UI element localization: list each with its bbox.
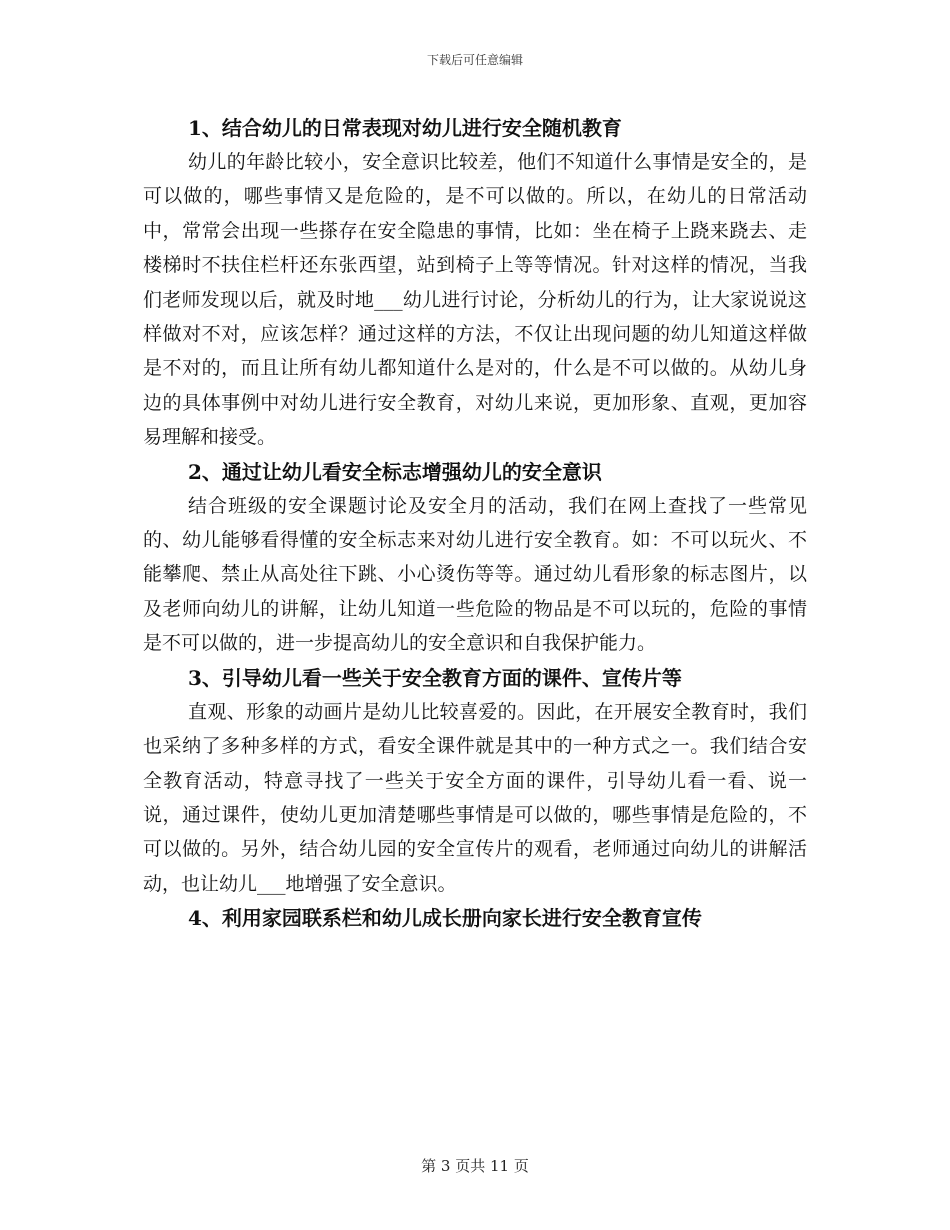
page-header: 下载后可任意编辑 xyxy=(426,53,523,67)
section-heading-3: 3、引导幼儿看一些关于安全教育方面的课件、宣传片等 xyxy=(188,665,682,690)
page-footer: 第 3 页共 11 页 xyxy=(421,1157,529,1175)
document-body xyxy=(143,111,807,935)
section-heading-4: 4、利用家园联系栏和幼儿成长册向家长进行安全教育宣传 xyxy=(188,906,702,931)
section-paragraph-2: 结合班级的安全课题讨论及安全月的活动，我们在网上查找了一些常见的、幼儿能够看得懂的安全标志来对幼儿进行安全教育。如：不可以玩火、不能攀爬、禁止从高处往下跳、小心烫伤等等。通过幼儿看形象的标志图片，以及老师向幼儿的讲解，让幼儿知道一些危险的物品是不可以玩的，危险的事情是不可以做的，进一步提高幼儿的安全意识和自我保护能力。 xyxy=(143,494,807,655)
section-paragraph-3: 直观、形象的动画片是幼儿比较喜爱的。因此，在开展安全教育时，我们也采纳了多种多样的方式，看安全课件就是其中的一种方式之一。我们结合安全教育活动，特意寻找了一些关于安全方面的课件，引导幼儿看一看、说一说，通过课件，使幼儿更加清楚哪些事情是可以做的，哪些事情是危险的，不可以做的。另外，结合幼儿园的安全宣传片的观看，老师通过向幼儿的讲解活动，也让幼儿___地增强了安全意识。 xyxy=(143,700,807,895)
section-paragraph-1: 幼儿的年龄比较小，安全意识比较差，他们不知道什么事情是安全的，是可以做的，哪些事情又是危险的，是不可以做的。所以，在幼儿的日常活动中，常常会出现一些搽存在安全隐患的事情，比如：坐在椅子上跷来跷去、走楼梯时不扶住栏杆还东张西望，站到椅子上等等情况。针对这样的情况，当我们老师发现以后，就及时地___幼儿进行讨论，分析幼儿的行为，让大家说说这样做对不对，应该怎样？通过这样的方法，不仅让出现问题的幼儿知道这样做是不对的，而且让所有幼儿都知道什么是对的，什么是不可以做的。从幼儿身边的具体事例中对幼儿进行安全教育，对幼儿来说，更加形象、直观，更加容易理解和接受。 xyxy=(143,151,807,449)
section-heading-1: 1、结合幼儿的日常表现对幼儿进行安全随机教育 xyxy=(188,116,622,140)
section-heading-2: 2、通过让幼儿看安全标志增强幼儿的安全意识 xyxy=(188,459,602,484)
